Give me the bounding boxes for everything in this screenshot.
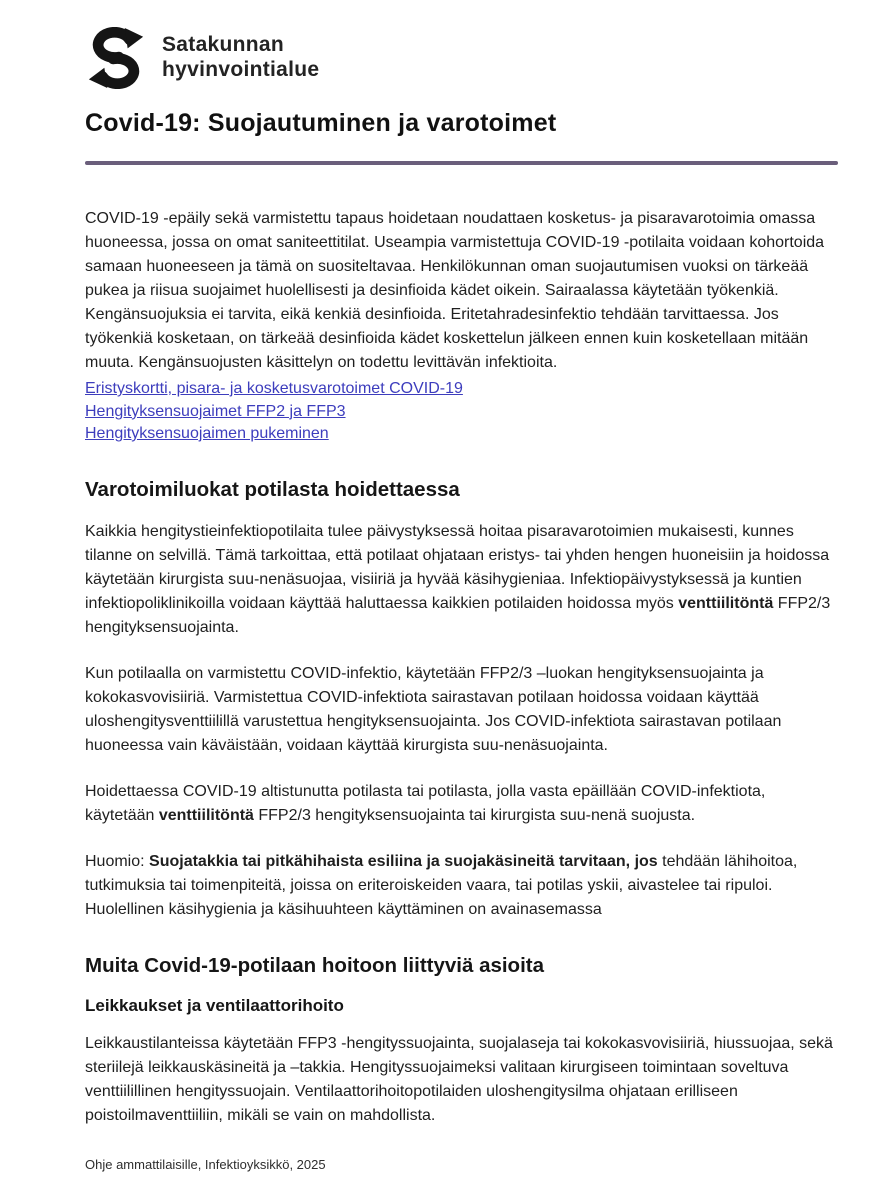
intro-links	[85, 378, 838, 446]
org-name-line1: Satakunnan	[162, 33, 285, 57]
s-swirl-logo-icon	[85, 27, 147, 89]
document-link[interactable]: Eristyskortti, pisara- ja kosketusvarotoimet COVID-19	[85, 380, 463, 397]
text-run: FFP2/3 hengityksensuojainta tai kirurgista suu-nenä suojusta.	[253, 806, 696, 824]
text-run: Hoidettaessa COVID-19 altistunutta potilasta tai potilasta, jolla vasta epäillään COVID-infektiota, käytetään	[85, 782, 766, 824]
paragraph	[85, 207, 838, 375]
document-link[interactable]: Hengityksensuojaimet FFP2 ja FFP3	[85, 402, 346, 420]
document-footer: Ohje ammattilaisille, Infektioyksikkö, 2025	[85, 1157, 326, 1172]
intro-paragraphs	[85, 207, 838, 375]
paragraph	[85, 662, 838, 758]
paragraph	[85, 1032, 838, 1128]
text-run: Kaikkia hengitystieinfektiopotilaita tulee päivystyksessä hoitaa pisaravarotoimien mukaisesti, kunnes tilanne on selvillä. Tämä tarkoittaa, että potilaat ohjataan eristys- tai yhden hengen huoneisiin ja hoidossa käytetään kirurgista suu-nenäsuojaa, visiiriä ja hyvää käsihygieniaa. Infektiopäivystyksessä ja kuntien infektiopoliklinikoilla voidaan käyttää haluttaessa kaikkien potilaiden hoidossa myös	[85, 522, 830, 612]
bold-text-run: venttiilitöntä	[678, 594, 774, 612]
text-run: COVID-19 -epäily sekä varmistettu tapaus hoidetaan noudattaen kosketus- ja pisaravarotoimia omassa huoneessa, jossa on omat saniteettitilat. Useampia varmistettuja COVID-19 -potilaita voidaan kohortoida samaan huoneeseen ja tämä on suositeltavaa. Henkilökunnan oman suojautumisen vuoksi on tärkeää pukea ja riisua suojaimet huolellisesti ja desinfioida kädet oikein. Sairaalassa käytetään työkenkiä. Kengänsuojuksia ei tarvita, eikä kenkiä desinfioida. Eritetahradesinfektio tehdään tarvittaessa. Jos työkenkiä kosketaan, on tärkeää desinfioida kädet koskettelun jälkeen ennen kuin kosketellaan mitään muuta. Kengänsuojusten käsittelyn on todettu levittävän infektioita.	[85, 210, 825, 371]
section-muita-asioita	[85, 954, 838, 1128]
page-title: Covid-19: Suojautuminen ja varotoimet	[85, 109, 557, 137]
section-heading: Varotoimiluokat potilasta hoidettaessa	[85, 477, 460, 501]
document-link[interactable]: Hengityksensuojaimen pukeminen	[85, 425, 329, 442]
section-varotoimiluokat	[85, 478, 838, 922]
text-run: Huomio:	[85, 852, 150, 870]
text-run: Kun potilaalla on varmistettu COVID-infektio, käytetään FFP2/3 –luokan hengityksensuojainta ja kokokasvovisiiriä. Varmistettua COVID-infektiota sairastavan potilaan hoidossa voidaan käyttää uloshengitysventtiilillä varustettua hengityksensuojainta. Jos COVID-infektiota sairastavan potilaan huoneessa vain käväistään, voidaan käyttää kirurgista suu-nenäsuojainta.	[85, 664, 782, 754]
section-paragraphs	[85, 520, 838, 922]
paragraph	[85, 520, 838, 640]
org-header	[85, 27, 838, 89]
section-heading: Muita Covid-19-potilaan hoitoon liittyviä asioita	[85, 953, 545, 977]
section-paragraphs	[85, 1032, 838, 1128]
bold-text-run: Suojatakkia tai pitkähihaista esiliina ja suojakäsineitä tarvitaan, jos	[149, 852, 658, 870]
org-name	[162, 33, 319, 83]
title-divider	[85, 161, 838, 165]
paragraph	[85, 780, 838, 828]
text-run: FFP2/3 hengityksensuojainta.	[85, 594, 831, 636]
text-run: Leikkaustilanteissa käytetään FFP3 -hengityssuojainta, suojalaseja tai kokokasvovisiiriä, hiussuojaa, sekä steriilejä leikkauskäsineitä ja –takkia. Hengityssuojaimeksi valitaan kirurgiseen toimintaan soveltuva venttiilillinen hengityssuojain. Ventilaattorihoitopotilaiden uloshengitysilma ohjataan erilliseen poistoilmaventtiiliin, mikäli se vain on mahdollista.	[85, 1034, 833, 1124]
text-run: tehdään lähihoitoa, tutkimuksia tai toimenpiteitä, joissa on eriteroiskeiden vaara, tai potilas yskii, aivastelee tai ripuloi. Huolellinen käsihygienia ja käsihuuhteen käyttäminen on avainasemassa	[85, 852, 798, 918]
org-name-line2: hyvinvointialue	[162, 58, 320, 81]
bold-text-run: venttiilitöntä	[158, 806, 254, 824]
paragraph	[85, 850, 838, 922]
sub-heading: Leikkaukset ja ventilaattorihoito	[85, 995, 344, 1015]
